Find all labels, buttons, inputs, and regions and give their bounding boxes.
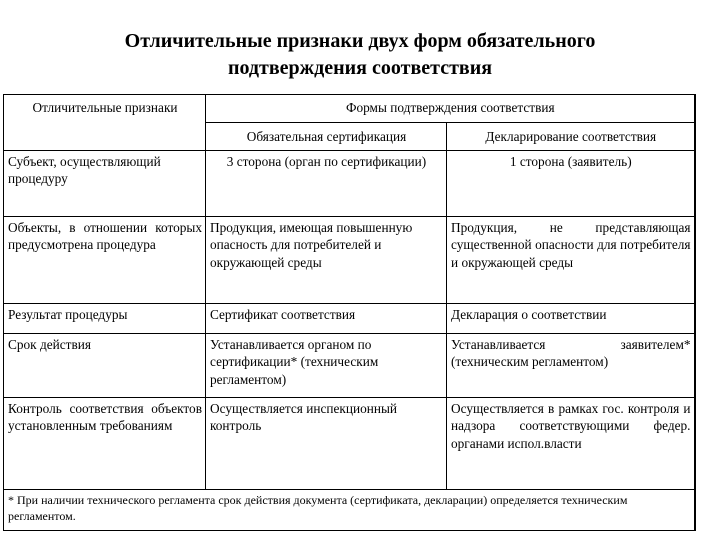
row-decl: Осуществляется в рамках гос. контроля и надзора соответствующими федер. органами испол.власти bbox=[447, 397, 695, 489]
header-features: Отличительные признаки bbox=[4, 95, 206, 151]
row-decl: Декларация о соответствии bbox=[447, 304, 695, 333]
title-line-2: подтверждения соответствия bbox=[227, 57, 493, 79]
row-cert: Осуществляется инспекционный контроль bbox=[206, 397, 447, 489]
table-row bbox=[4, 150, 695, 216]
row-feature: Результат процедуры bbox=[4, 304, 206, 333]
header-forms: Формы подтверждения соответствия bbox=[206, 95, 695, 123]
row-decl: Устанавливается заявителем* (техническим регламентом) bbox=[447, 333, 695, 397]
row-cert: 3 сторона (орган по сертификации) bbox=[206, 150, 447, 216]
header-declaration: Декларирование соответствия bbox=[447, 123, 695, 150]
page-title bbox=[0, 28, 720, 82]
footnote: * При наличии технического регламента срок действия документа (сертификата, декларации) определяется техническим регламентом. bbox=[4, 490, 695, 531]
comparison-table bbox=[3, 94, 696, 531]
title-line-1: Отличительные признаки двух форм обязательного bbox=[124, 30, 596, 52]
row-feature: Контроль соответствия объектов установленным требованиям bbox=[4, 397, 206, 489]
row-cert: Продукция, имеющая повышенную опасность для потребителей и окружающей среды bbox=[206, 216, 447, 303]
table-row bbox=[4, 333, 695, 397]
table-header-row bbox=[4, 95, 695, 123]
footnote-row bbox=[4, 490, 695, 531]
row-cert: Сертификат соответствия bbox=[206, 304, 447, 333]
row-feature: Субъект, осуществляющий процедуру bbox=[4, 150, 206, 216]
table-row bbox=[4, 304, 695, 333]
row-decl: Продукция, не представляющая существенной опасности для потребителя и окружающей среды bbox=[447, 216, 695, 303]
row-feature: Объекты, в отношении которых предусмотрена процедура bbox=[4, 216, 206, 303]
header-mandatory-certification: Обязательная сертификация bbox=[206, 123, 447, 150]
table-row bbox=[4, 397, 695, 489]
row-feature: Срок действия bbox=[4, 333, 206, 397]
row-decl: 1 сторона (заявитель) bbox=[447, 150, 695, 216]
row-cert: Устанавливается органом по сертификации* (техническим регламентом) bbox=[206, 333, 447, 397]
table-row bbox=[4, 216, 695, 303]
